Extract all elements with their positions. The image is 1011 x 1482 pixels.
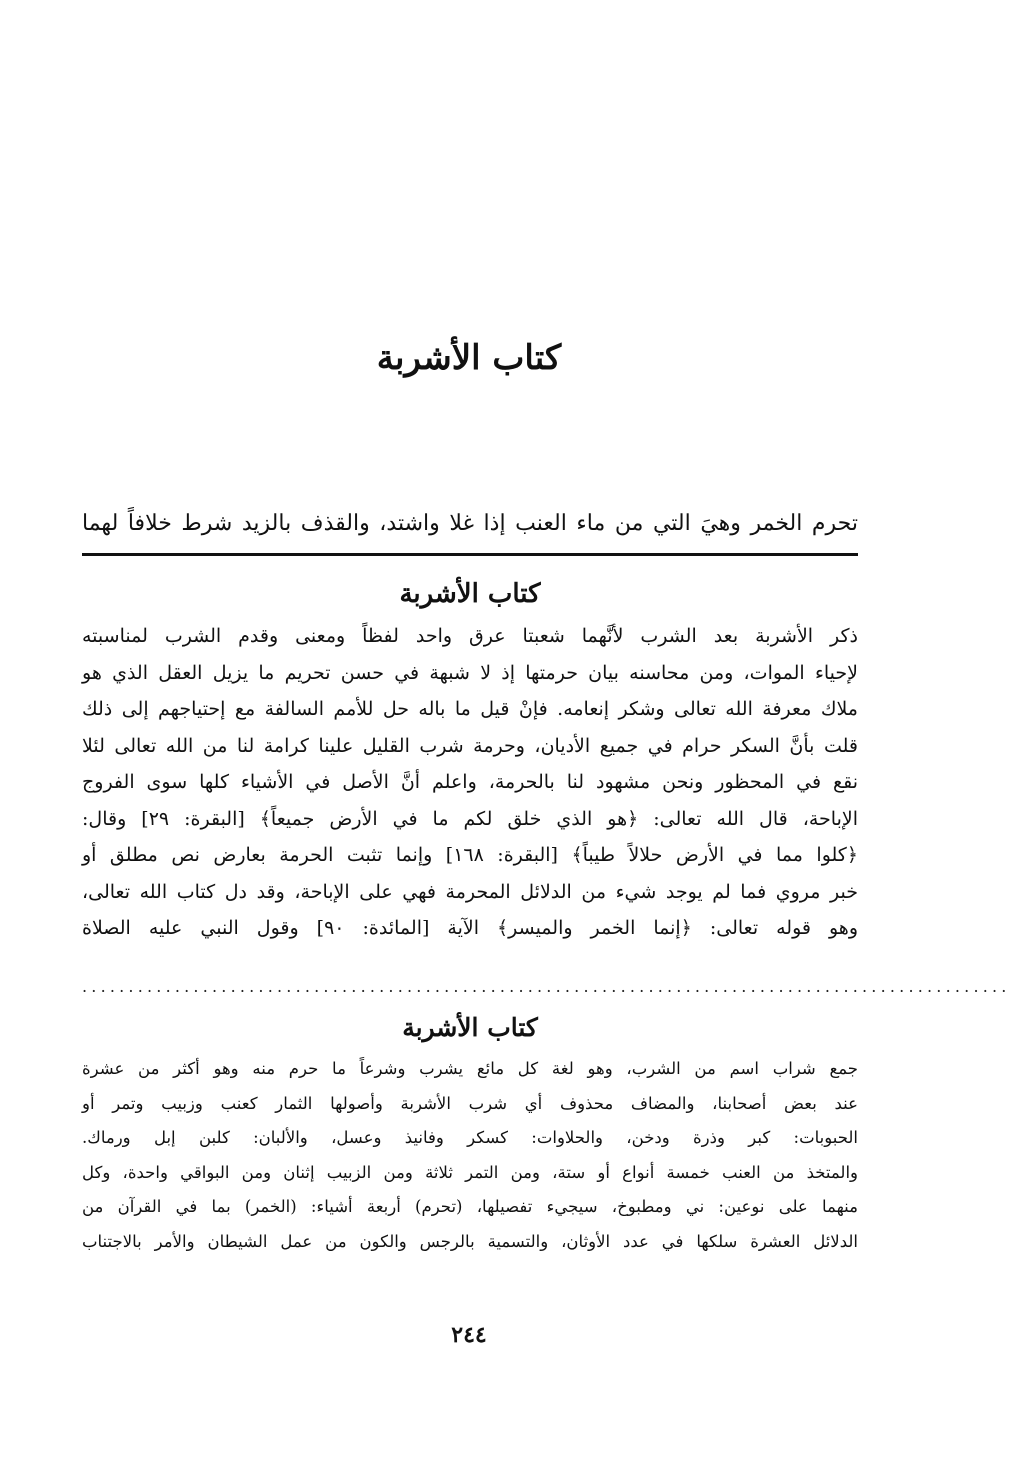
- text-line: ملاك معرفة الله تعالى وشكر إنعامه. فإنْ قيل ما باله حل للأمم السالفة مع إحتياجهم إلى ذلك: [82, 698, 858, 720]
- text-line: الدلائل العشرة سلكها في عدد الأوثان، والتسمية بالرجس والكون من عمل الشيطان والأمر بالاجتناب: [82, 1231, 858, 1251]
- text-line: والمتخذ من العنب خمسة أنواع أو ستة، ومن التمر ثلاثة ومن الزبيب إثنان ومن البواقي واحدة، وكل: [82, 1162, 858, 1182]
- matn-text: تحرم الخمر وهيَ التي من ماء العنب إذا غلا واشتد، والقذف بالزيد شرط خلافاً لهما: [82, 511, 859, 536]
- text-line: الإباحة، قال الله تعالى: ﴿هو الذي خلق لكم ما في الأرض جميعاً﴾ [البقرة: ٢٩] وقال:: [82, 807, 858, 830]
- commentary-section-1: [82, 574, 858, 947]
- text-line: وهو قوله تعالى: ﴿إنما الخمر والميسر﴾ الآية [المائدة: ٩٠] وقول النبي عليه الصلاة: [82, 917, 859, 939]
- page-number: ٢٤٤: [451, 1322, 487, 1348]
- text-line: منهما على نوعين: ني ومطبوخ، سيجيء تفصيلها، (تحرم) أربعة أشياء: (الخمر) بما في القرآن من: [82, 1197, 858, 1216]
- text-line: الحبوبات: كبر وذرة ودخن، والحلاوات: كسكر وفانيذ وعسل، والألبان: كلبن إبل ورماك.: [82, 1128, 858, 1147]
- text-line: قلت بأنَّ السكر حرام في جميع الأديان، وحرمة شرب القليل علينا كرامة لنا من الله تعالى لئلا: [82, 734, 858, 757]
- text-line: ﴿كلوا مما في الأرض حلالاً طيباً﴾ [البقرة: ١٦٨] وإنما تثبت الحرمة بعارض نص مطلق أو: [82, 844, 858, 866]
- commentary-section-2: [82, 1008, 858, 1259]
- section-body: [82, 1052, 858, 1259]
- text-line: ذكر الأشربة بعد الشرب لأنَّهما شعبتا عرق واحد لفظاً ومعنى وقدم الشرب لمناسبته: [82, 625, 858, 647]
- text-line: خبر مروي فما لم يوجد شيء من الدلائل المحرمة فهي على الإباحة، وقد دل كتاب الله تعالى،: [82, 880, 858, 903]
- section-body: [82, 618, 858, 947]
- section-heading: كتاب الأشربة: [399, 579, 541, 609]
- section-heading: كتاب الأشربة: [402, 1013, 538, 1042]
- text-line: نقع في المحظور ونحن مشهود لنا بالحرمة، واعلم أنَّ الأصل في الأشياء كلها سوى الفروج: [82, 771, 858, 793]
- dotted-separator: ....................................................................................................: [82, 977, 1011, 996]
- text-line: لإحياء الموات، ومن محاسنه بيان حرمتها إذ لا شبهة في حسن تحريم ما يزيل العقل الذي هو: [82, 661, 858, 684]
- text-line: جمع شراب اسم من الشرب، وهو لغة كل مائع يشرب وشرعاً ما حرم منه وهو أكثر من عشرة: [82, 1059, 858, 1078]
- page-title: كتاب الأشربة: [376, 338, 562, 378]
- horizontal-rule: [82, 553, 858, 556]
- text-line: عند بعض أصحابنا، والمضاف محذوف أي شرب الأشربة وأصولها الثمار كعنب وزبيب وتمر أو: [82, 1093, 858, 1113]
